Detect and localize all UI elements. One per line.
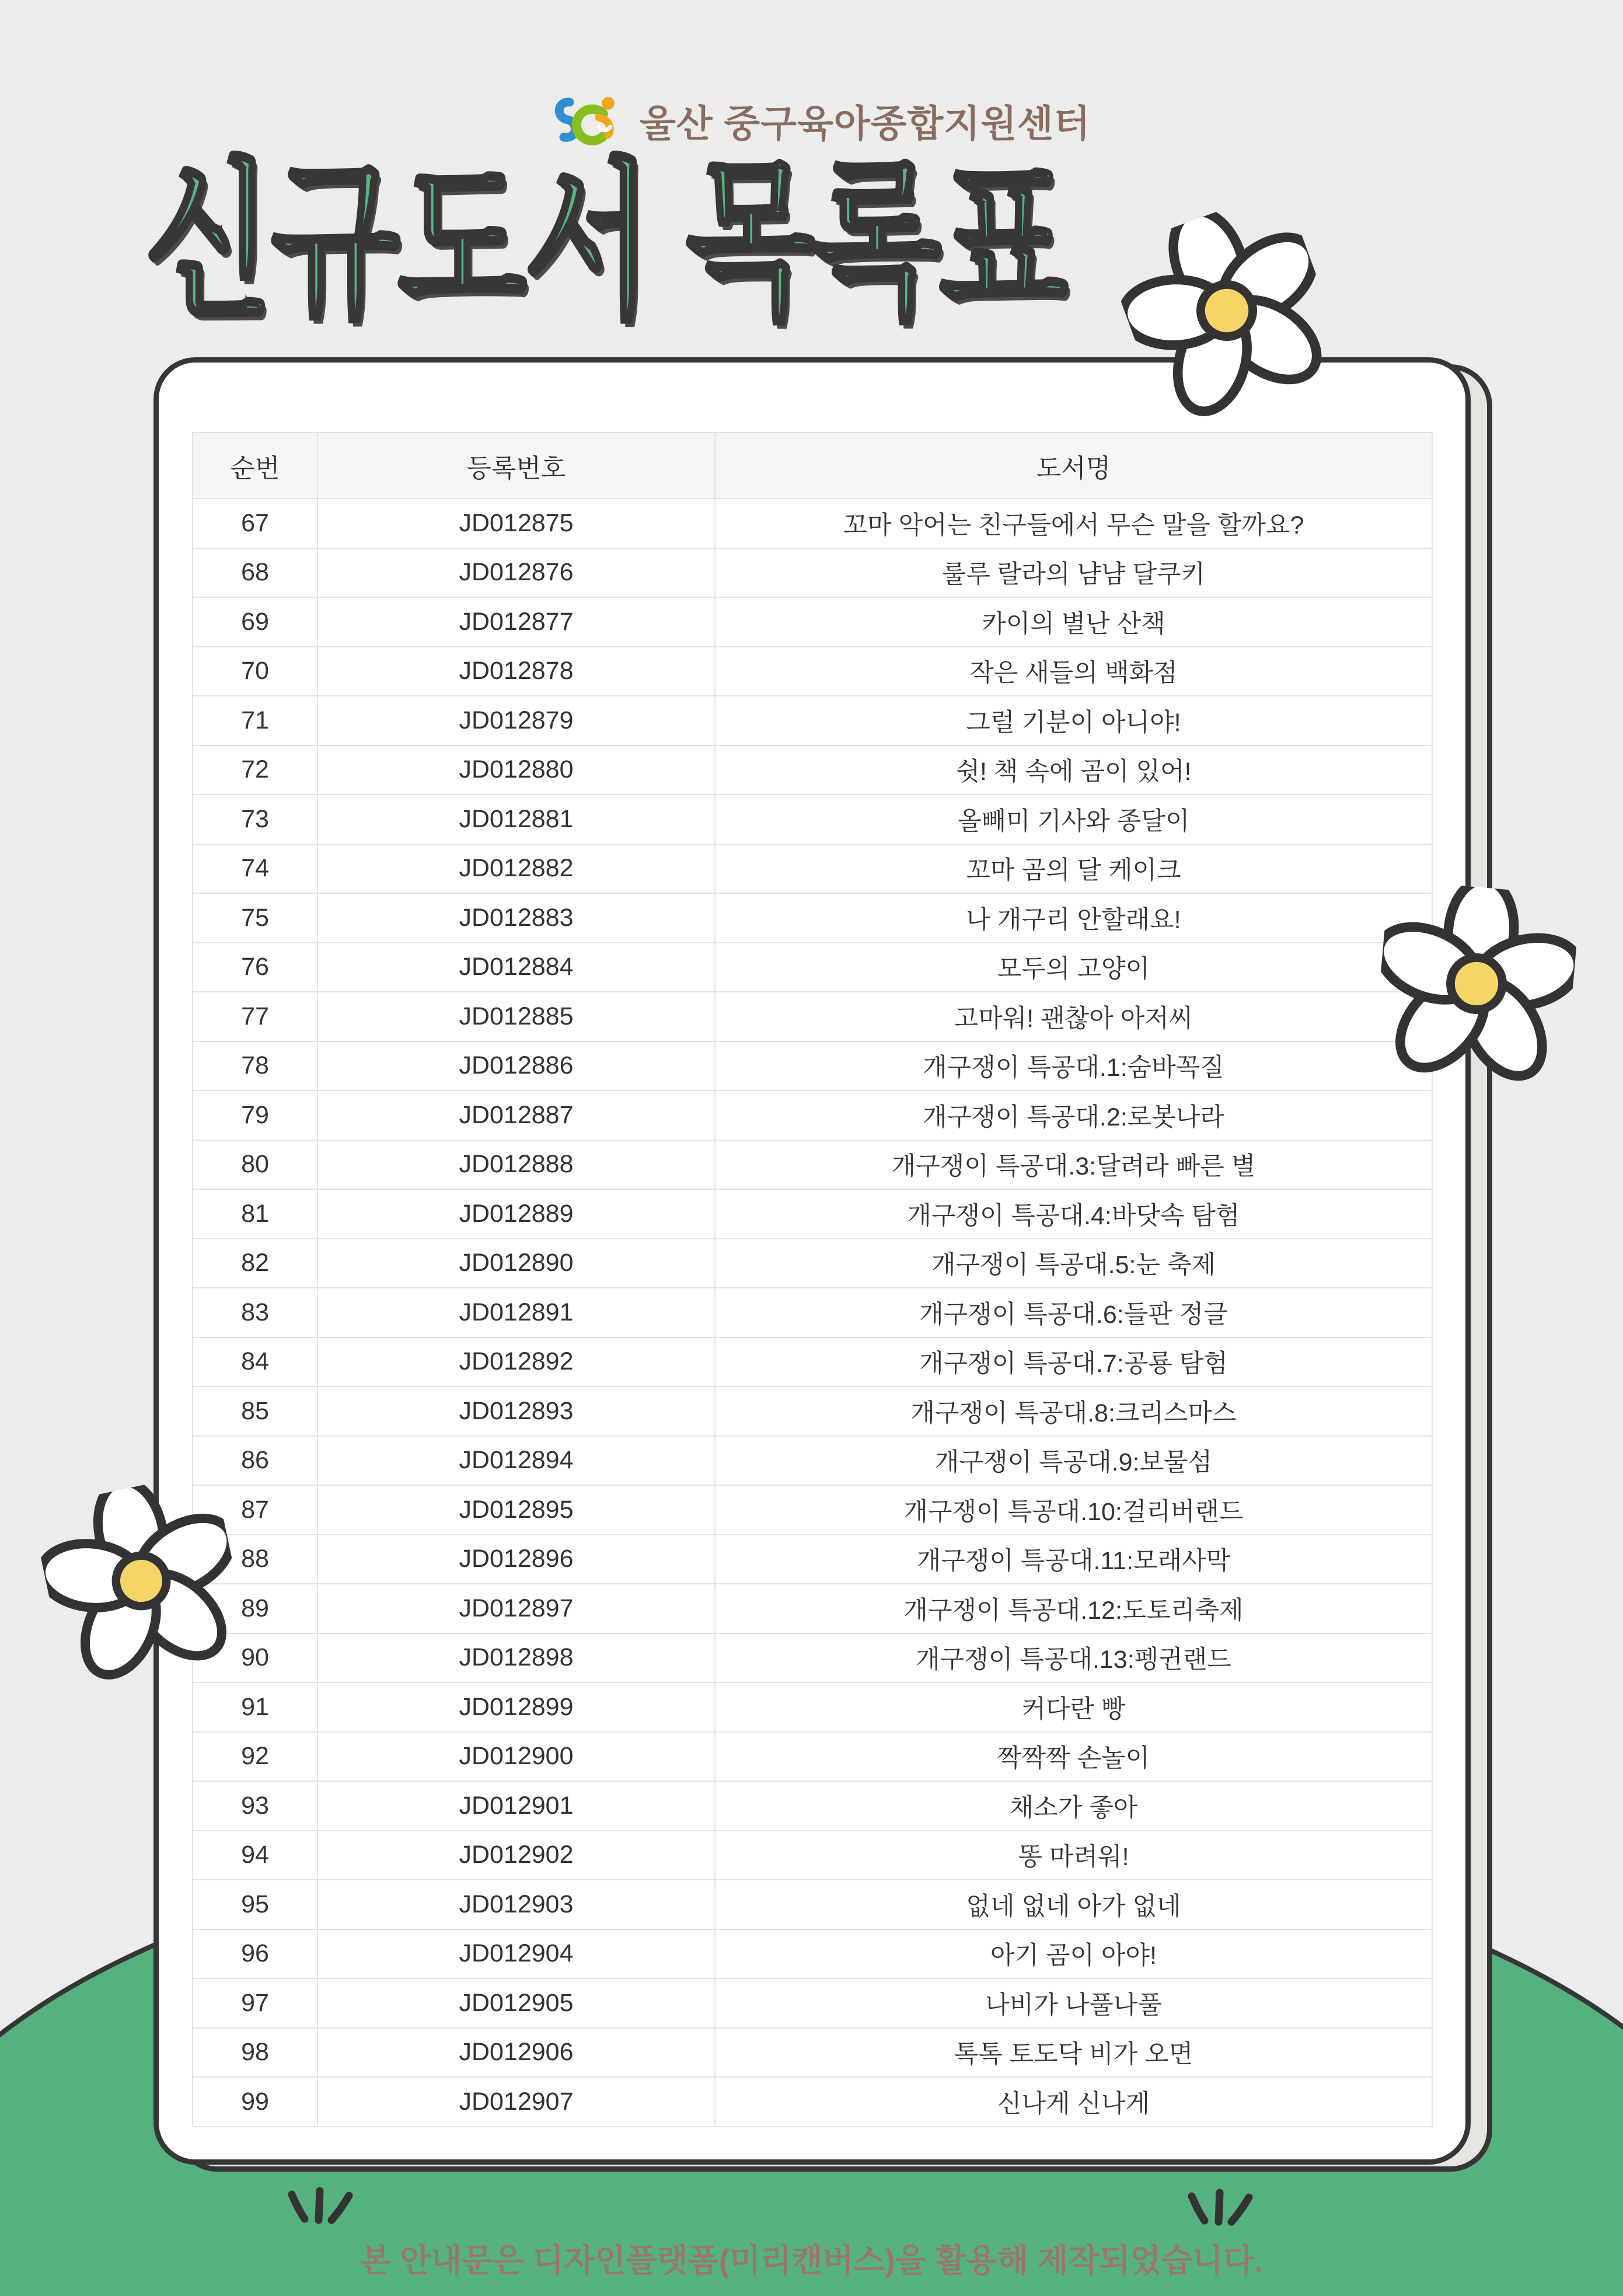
table-row bbox=[193, 498, 1432, 548]
cell-registration: JD012905 bbox=[318, 1979, 715, 2027]
cell-number: 90 bbox=[193, 1634, 318, 1682]
cell-book-title: 고마워! 괜찮아 아저씨 bbox=[954, 1004, 1193, 1033]
table-row bbox=[193, 1978, 1432, 2027]
cell-book-title: 나 개구리 안할래요! bbox=[966, 905, 1181, 934]
header-title: 도서명 bbox=[1036, 454, 1111, 483]
cell-registration: JD012902 bbox=[318, 1831, 715, 1880]
cell-registration: JD012889 bbox=[318, 1190, 715, 1238]
cell-book-title: 그럴 기분이 아니야! bbox=[966, 708, 1181, 737]
table-row bbox=[193, 1485, 1432, 1534]
cell-registration: JD012904 bbox=[318, 1930, 715, 1978]
cell-registration: JD012893 bbox=[318, 1387, 715, 1436]
cell-registration: JD012884 bbox=[318, 943, 715, 992]
cell-number: 99 bbox=[193, 2078, 318, 2126]
cell-number: 83 bbox=[193, 1288, 318, 1337]
cell-number: 78 bbox=[193, 1042, 318, 1090]
cell-registration: JD012896 bbox=[318, 1535, 715, 1584]
cell-registration: JD012877 bbox=[318, 598, 715, 646]
table-row bbox=[193, 2076, 1432, 2126]
cell-book-title: 나비가 나풀나풀 bbox=[985, 1991, 1162, 2019]
table-row bbox=[193, 1781, 1432, 1830]
table-header-row bbox=[193, 433, 1432, 498]
cell-book-title: 개구쟁이 특공대.3:달려라 빠른 별 bbox=[891, 1152, 1256, 1181]
cell-book-title: 개구쟁이 특공대.8:크리스마스 bbox=[910, 1399, 1237, 1427]
table-row bbox=[193, 1287, 1432, 1337]
cell-number: 89 bbox=[193, 1584, 318, 1633]
cell-number: 73 bbox=[193, 795, 318, 844]
cell-registration: JD012881 bbox=[318, 795, 715, 844]
cell-number: 91 bbox=[193, 1683, 318, 1731]
cell-registration: JD012906 bbox=[318, 2029, 715, 2077]
cell-number: 94 bbox=[193, 1831, 318, 1880]
cell-registration: JD012903 bbox=[318, 1880, 715, 1929]
table-row bbox=[193, 695, 1432, 745]
cell-registration: JD012895 bbox=[318, 1486, 715, 1534]
cell-number: 75 bbox=[193, 894, 318, 942]
header-reg: 등록번호 bbox=[318, 433, 715, 498]
cell-registration: JD012876 bbox=[318, 549, 715, 597]
table-row bbox=[193, 1929, 1432, 1978]
cell-book-title: 개구쟁이 특공대.2:로봇나라 bbox=[923, 1103, 1224, 1131]
cell-number: 84 bbox=[193, 1338, 318, 1386]
cell-registration: JD012899 bbox=[318, 1683, 715, 1731]
center-brand-header bbox=[550, 89, 1091, 153]
cell-number: 74 bbox=[193, 845, 318, 893]
cell-registration: JD012890 bbox=[318, 1239, 715, 1288]
cell-book-title: 아기 곰이 아야! bbox=[990, 1942, 1157, 1970]
cell-number: 92 bbox=[193, 1733, 318, 1781]
table-row bbox=[193, 1238, 1432, 1288]
cell-book-title: 모두의 고양이 bbox=[997, 955, 1150, 984]
table-row bbox=[193, 745, 1432, 795]
book-table bbox=[192, 432, 1433, 2127]
cell-number: 68 bbox=[193, 549, 318, 597]
table-row bbox=[193, 1534, 1432, 1584]
cell-book-title: 없네 없네 아가 없네 bbox=[966, 1892, 1181, 1921]
table-row bbox=[193, 1879, 1432, 1929]
cell-registration: JD012901 bbox=[318, 1782, 715, 1830]
cell-book-title: 톡톡 토도닥 비가 오면 bbox=[954, 2040, 1193, 2069]
cell-registration: JD012878 bbox=[318, 647, 715, 696]
cell-book-title: 신나게 신나게 bbox=[997, 2089, 1150, 2118]
table-row bbox=[193, 548, 1432, 597]
cell-book-title: 개구쟁이 특공대.1:숨바꼭질 bbox=[923, 1054, 1224, 1082]
cell-book-title: 개구쟁이 특공대.11:모래사막 bbox=[916, 1547, 1231, 1576]
header-no: 순번 bbox=[193, 433, 318, 498]
cell-book-title: 쉿! 책 속에 곰이 있어! bbox=[955, 758, 1192, 786]
table-row bbox=[193, 1386, 1432, 1436]
table-row bbox=[193, 1830, 1432, 1880]
cell-registration: JD012898 bbox=[318, 1634, 715, 1682]
cell-registration: JD012907 bbox=[318, 2078, 715, 2126]
cell-book-title: 룰루 랄라의 냠냠 달쿠키 bbox=[941, 560, 1206, 589]
cell-book-title: 개구쟁이 특공대.5:눈 축제 bbox=[931, 1251, 1216, 1280]
footer-note: 본 안내문은 디자인플랫폼(미리캔버스)을 활용해 제작되었습니다. bbox=[359, 2242, 1264, 2278]
cell-number: 95 bbox=[193, 1880, 318, 1929]
cell-number: 71 bbox=[193, 696, 318, 745]
cell-number: 67 bbox=[193, 499, 318, 548]
cell-book-title: 개구쟁이 특공대.9:보물섬 bbox=[934, 1448, 1213, 1477]
cell-book-title: 채소가 좋아 bbox=[1009, 1793, 1138, 1822]
cell-number: 76 bbox=[193, 943, 318, 992]
table-row bbox=[193, 1090, 1432, 1140]
table-row bbox=[193, 1189, 1432, 1238]
cell-number: 88 bbox=[193, 1535, 318, 1584]
cell-registration: JD012885 bbox=[318, 992, 715, 1041]
cell-registration: JD012879 bbox=[318, 696, 715, 745]
table-body bbox=[193, 498, 1432, 2126]
table-row bbox=[193, 646, 1432, 696]
cell-number: 93 bbox=[193, 1782, 318, 1830]
cell-number: 97 bbox=[193, 1979, 318, 2027]
cell-number: 81 bbox=[193, 1190, 318, 1238]
cell-number: 77 bbox=[193, 992, 318, 1041]
cell-book-title: 꼬마 악어는 친구들에서 무슨 말을 할까요? bbox=[843, 511, 1304, 539]
daisy-flower-icon bbox=[30, 1470, 252, 1692]
cell-book-title: 개구쟁이 특공대.7:공룡 탐험 bbox=[919, 1350, 1228, 1378]
table-row bbox=[193, 1583, 1432, 1633]
cell-number: 86 bbox=[193, 1437, 318, 1485]
page-title: 신규도서 목록표 bbox=[145, 147, 1066, 337]
cell-book-title: 꼬마 곰의 달 케이크 bbox=[966, 856, 1181, 885]
cell-book-title: 작은 새들의 백화점 bbox=[969, 659, 1178, 688]
cell-number: 98 bbox=[193, 2029, 318, 2077]
grass-sparkle-icon bbox=[1179, 2188, 1261, 2238]
cell-registration: JD012875 bbox=[318, 499, 715, 548]
cell-number: 80 bbox=[193, 1141, 318, 1189]
table-row bbox=[193, 844, 1432, 893]
daisy-flower-icon bbox=[1372, 879, 1581, 1088]
center-logo-icon bbox=[550, 93, 629, 149]
cell-number: 79 bbox=[193, 1091, 318, 1140]
center-name-text: 울산 중구육아종합지원센터 bbox=[640, 103, 1091, 145]
cell-registration: JD012897 bbox=[318, 1584, 715, 1633]
cell-book-title: 커다란 빵 bbox=[1021, 1695, 1126, 1723]
table-row bbox=[193, 1041, 1432, 1090]
table-row bbox=[193, 991, 1432, 1041]
grass-sparkle-icon bbox=[279, 2186, 361, 2236]
table-row bbox=[193, 597, 1432, 646]
cell-number: 82 bbox=[193, 1239, 318, 1288]
cell-number: 85 bbox=[193, 1387, 318, 1436]
cell-number: 87 bbox=[193, 1486, 318, 1534]
cell-number: 70 bbox=[193, 647, 318, 696]
table-row bbox=[193, 2027, 1432, 2077]
cell-book-title: 개구쟁이 특공대.13:펭귄랜드 bbox=[916, 1646, 1231, 1674]
cell-book-title: 카이의 별난 산책 bbox=[982, 609, 1165, 638]
table-row bbox=[193, 1633, 1432, 1682]
cell-registration: JD012883 bbox=[318, 894, 715, 942]
cell-number: 72 bbox=[193, 746, 318, 795]
cell-registration: JD012900 bbox=[318, 1733, 715, 1781]
cell-book-title: 개구쟁이 특공대.4:바닷속 탐험 bbox=[907, 1201, 1240, 1230]
cell-book-title: 올빼미 기사와 종달이 bbox=[957, 807, 1190, 835]
table-row bbox=[193, 893, 1432, 942]
table-row bbox=[193, 1140, 1432, 1189]
cell-registration: JD012886 bbox=[318, 1042, 715, 1090]
cell-number: 96 bbox=[193, 1930, 318, 1978]
table-row bbox=[193, 1436, 1432, 1485]
cell-registration: JD012880 bbox=[318, 746, 715, 795]
cell-number: 69 bbox=[193, 598, 318, 646]
table-row bbox=[193, 942, 1432, 992]
cell-registration: JD012892 bbox=[318, 1338, 715, 1386]
table-row bbox=[193, 1731, 1432, 1781]
cell-registration: JD012891 bbox=[318, 1288, 715, 1337]
cell-registration: JD012882 bbox=[318, 845, 715, 893]
table-row bbox=[193, 1337, 1432, 1386]
cell-registration: JD012887 bbox=[318, 1091, 715, 1140]
cell-registration: JD012888 bbox=[318, 1141, 715, 1189]
cell-registration: JD012894 bbox=[318, 1437, 715, 1485]
cell-book-title: 개구쟁이 특공대.10:걸리버랜드 bbox=[903, 1497, 1244, 1526]
table-row bbox=[193, 794, 1432, 844]
cell-book-title: 개구쟁이 특공대.12:도토리축제 bbox=[903, 1596, 1244, 1625]
cell-book-title: 똥 마려워! bbox=[1018, 1843, 1129, 1872]
table-row bbox=[193, 1682, 1432, 1731]
cell-book-title: 개구쟁이 특공대.6:들판 정글 bbox=[919, 1300, 1228, 1329]
cell-book-title: 짝짝짝 손놀이 bbox=[997, 1744, 1150, 1773]
